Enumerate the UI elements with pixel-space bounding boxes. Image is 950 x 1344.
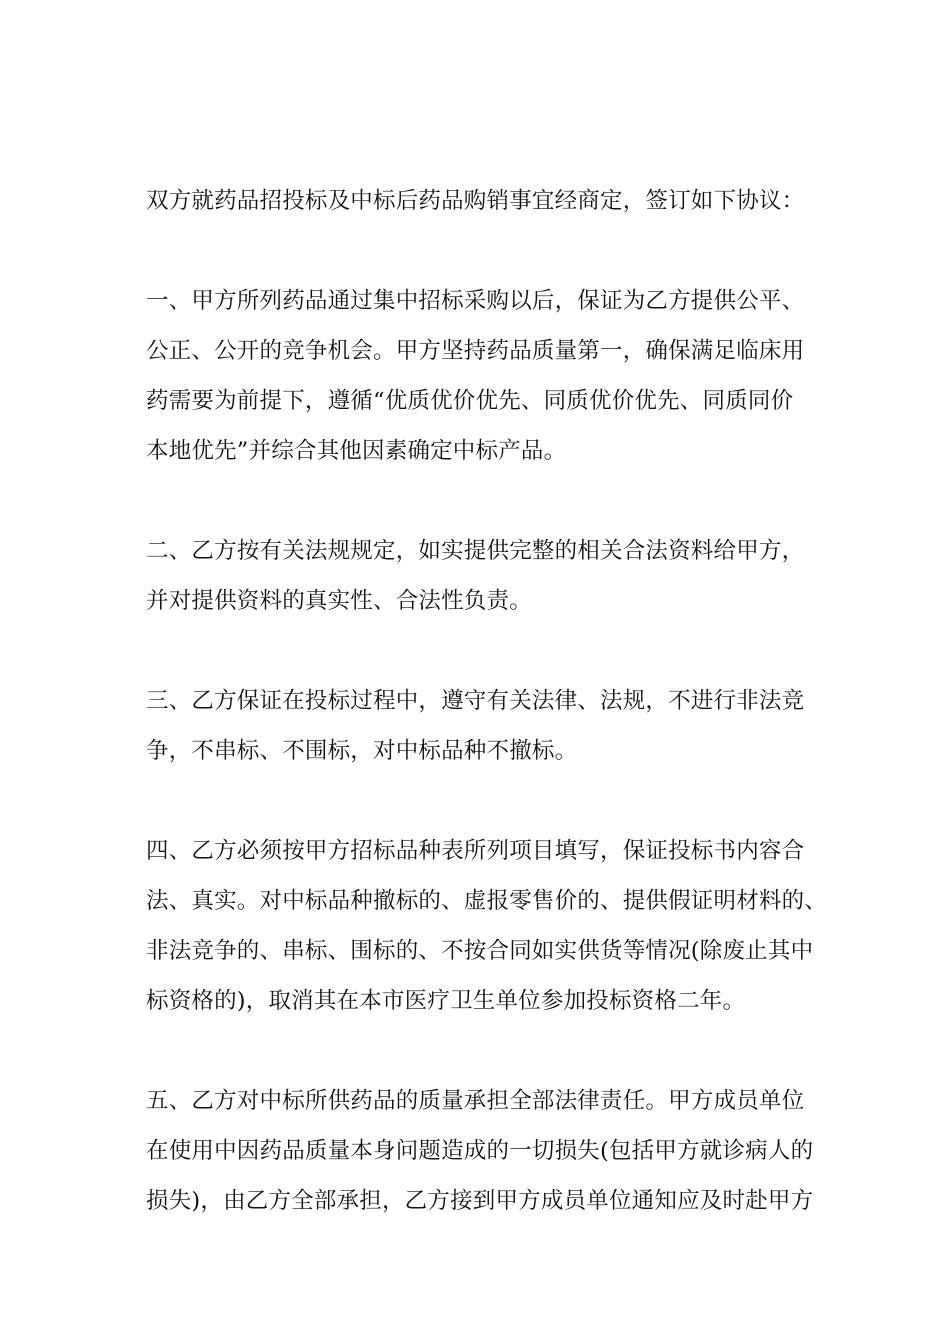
clause-4-line-4: 标资格的)，取消其在本市医疗卫生单位参加投标资格二年。: [146, 988, 746, 1014]
clause-3-line-1: 三、乙方保证在投标过程中，遵守有关法律、法规，不进行非法竞: [146, 688, 805, 714]
paragraph-gap: [146, 1036, 826, 1086]
clause-2-line-1: 二、乙方按有关法规规定，如实提供完整的相关合法资料给甲方，: [146, 538, 805, 564]
clause-4-line-3: 非法竞争的、串标、围标的、不按合同如实供货等情况(除废止其中: [146, 938, 814, 964]
clause-3: [146, 686, 826, 786]
intro-paragraph: 双方就药品招投标及中标后药品购销事宜经商定，签订如下协议：: [146, 188, 805, 214]
clause-2-line-2: 并对提供资料的真实性、合法性负责。: [146, 588, 532, 614]
clause-5-line-3: 损失)，由乙方全部承担，乙方接到甲方成员单位通知应及时赴甲方: [146, 1188, 814, 1214]
clause-4-line-1: 四、乙方必须按甲方招标品种表所列项目填写，保证投标书内容合: [146, 838, 805, 864]
clause-3-line-2: 争，不串标、不围标，对中标品种不撤标。: [146, 738, 578, 764]
clause-1-line-1: 一、甲方所列药品通过集中招标采购以后，保证为乙方提供公平、: [146, 288, 805, 314]
clause-1-line-4: 本地优先”并综合其他因素确定中标产品。: [146, 438, 567, 464]
clause-5-line-2: 在使用中因药品质量本身问题造成的一切损失(包括甲方就诊病人的: [146, 1138, 814, 1164]
clause-1-line-2: 公正、公开的竞争机会。甲方坚持药品质量第一，确保满足临床用: [146, 338, 805, 364]
clause-4: [146, 836, 826, 1036]
clause-1-line-3: 药需要为前提下，遵循“优质优价优先、同质优价优先、同质同价: [146, 388, 794, 414]
clause-4-line-2: 法、真实。对中标品种撤标的、虚报零售价的、提供假证明材料的、: [146, 888, 828, 914]
clause-2: [146, 536, 826, 636]
clause-1: [146, 286, 826, 486]
paragraph-gap: [146, 786, 826, 836]
paragraph-gap: [146, 236, 826, 286]
clause-5: [146, 1086, 826, 1236]
paragraph-gap: [146, 636, 826, 686]
clause-5-line-1: 五、乙方对中标所供药品的质量承担全部法律责任。甲方成员单位: [146, 1088, 805, 1114]
paragraph-gap: [146, 486, 826, 536]
document-body: [146, 186, 826, 1236]
